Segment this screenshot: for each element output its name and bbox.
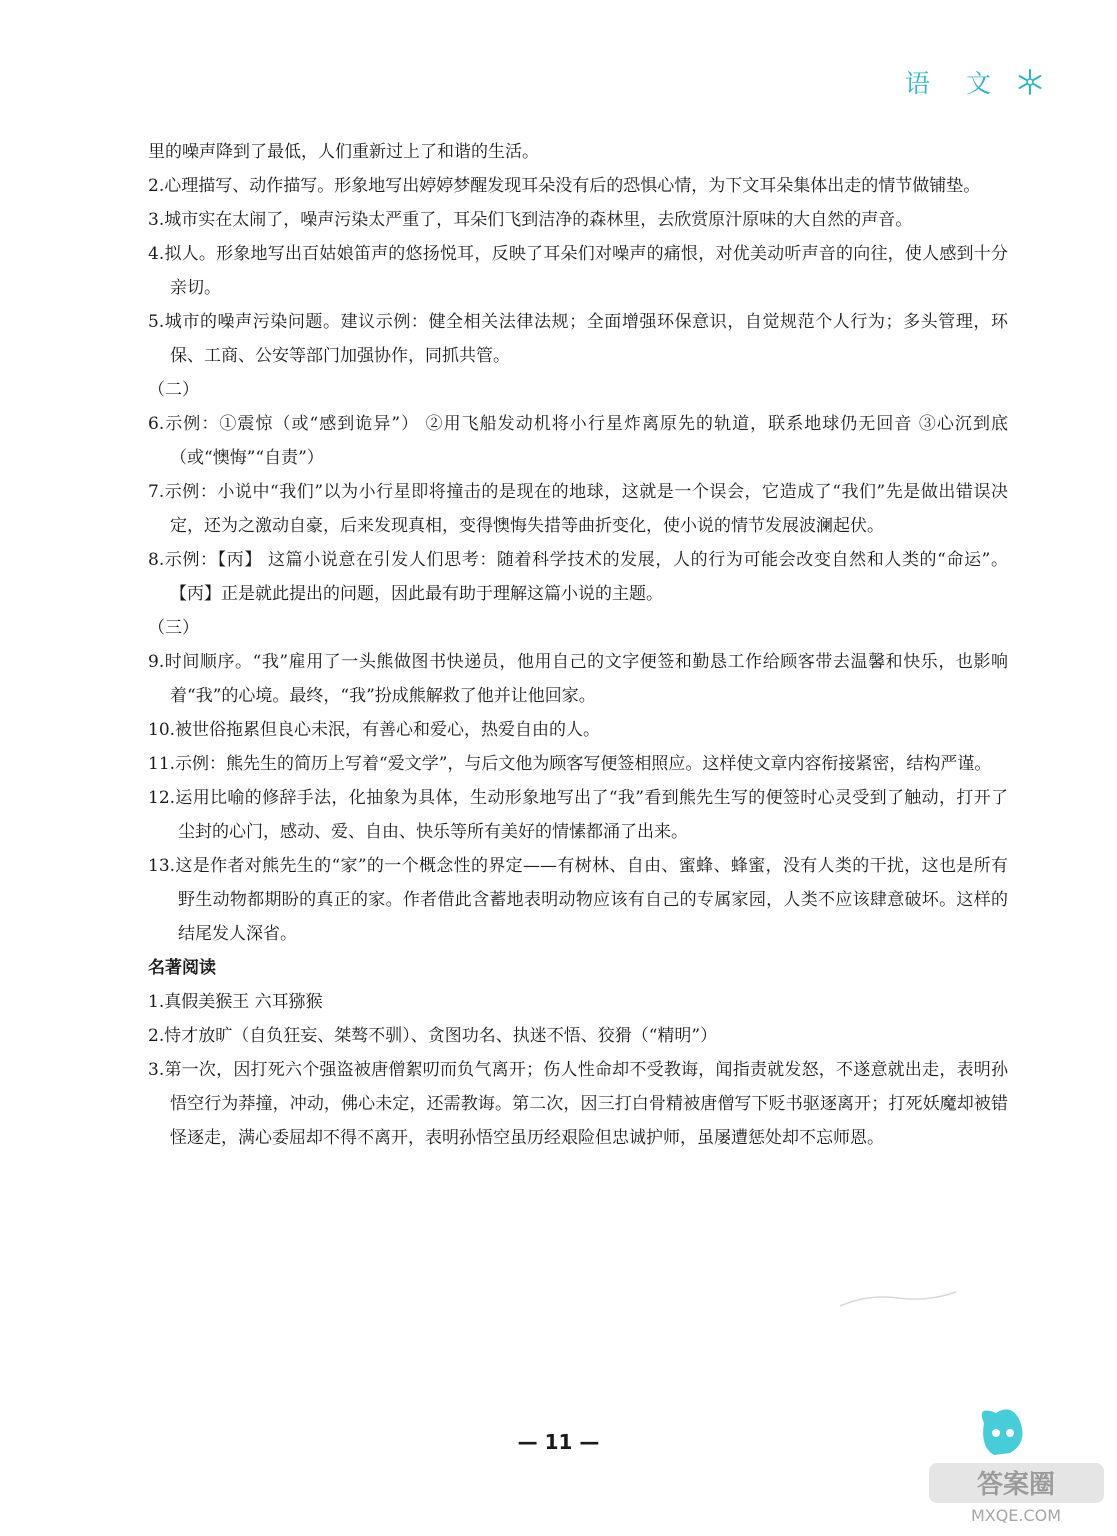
classic-reading-heading: 名著阅读 (148, 958, 216, 978)
answer-10: 10.被世俗拖累但良心未泯，有善心和爱心，热爱自由的人。 (148, 720, 601, 740)
answer-13: 13.这是作者对熊先生的“家”的一个概念性的界定——有树林、自由、蜜蜂、蜂蜜，没有人类的干扰，这也是所有野生动物都期盼的真正的家。作者借此含蓄地表明动物应该有自己的专属家园，人类不应该肆意破坏。这样的结尾发人深省。 (148, 856, 1008, 944)
answer-4: 4.拟人。形象地写出百姑娘笛声的悠扬悦耳，反映了耳朵们对噪声的痛恨，对优美动听声音的向往，使人感到十分亲切。 (148, 244, 1008, 298)
answer-12: 12.运用比喻的修辞手法，化抽象为具体，生动形象地写出了“我”看到熊先生写的便签时心灵受到了触动，打开了尘封的心门，感动、爱、自由、快乐等所有美好的情愫都涌了出来。 (148, 788, 1008, 842)
answer-5: 5.城市的噪声污染问题。建议示例：健全相关法律法规；全面增强环保意识，自觉规范个人行为；多头管理，环保、工商、公安等部门加强协作，同抓共管。 (148, 312, 1008, 366)
answer-2: 2.心理描写、动作描写。形象地写出婷婷梦醒发现耳朵没有后的恐惧心情，为下文耳朵集体出走的情节做铺垫。 (148, 176, 981, 196)
reading-answer-2: 2.恃才放旷（自负狂妄、桀骜不驯）、贪图功名、执迷不悟、狡猾（“精明”） (148, 1026, 718, 1046)
answer-7: 7.示例：小说中“我们”以为小行星即将撞击的是现在的地球，这就是一个误会，它造成了“我们”先是做出错误决定，还为之激动自豪，后来发现真相，变得懊悔失措等曲折变化，使小说的情节发展波澜起伏。 (148, 482, 1008, 536)
page-header (905, 64, 1045, 100)
section-two-label: （二） (148, 380, 199, 400)
snowflake-icon (1015, 67, 1045, 97)
answer-11: 11.示例：熊先生的简历上写着“爱文学”，与后文他为顾客写便签相照应。这样使文章内容衔接紧密，结构严谨。 (148, 754, 992, 774)
reading-answer-3: 3.第一次，因打死六个强盗被唐僧絮叨而负气离开；伤人性命却不受教诲，闻指责就发怒，不遂意就出走，表明孙悟空行为莽撞，冲动，佛心未定，还需教诲。第二次，因三打白骨精被唐僧写下贬书驱逐离开；打死妖魔却被错怪逐走，满心委屈却不得不离开，表明孙悟空虽历经艰险但忠诚护师，虽屡遭惩处却不忘师恩。 (148, 1060, 1008, 1148)
answer-9: 9.时间顺序。“我”雇用了一头熊做图书快递员，他用自己的文字便签和勤恳工作给顾客带去温馨和快乐，也影响着“我”的心境。最终，“我”扮成熊解救了他并让他回家。 (148, 652, 1008, 706)
page-number: — 11 — (517, 1430, 600, 1454)
reading-answer-1: 1.真假美猴王 六耳猕猴 (148, 992, 323, 1012)
watermark-logo (924, 1403, 1109, 1528)
section-three-label: （三） (148, 618, 199, 638)
answer-content (148, 135, 1008, 1155)
answer-8: 8.示例：【丙】 这篇小说意在引发人们思考：随着科学技术的发展，人的行为可能会改变自然和人类的“命运”。【丙】正是就此提出的问题，因此最有助于理解这篇小说的主题。 (148, 550, 1008, 604)
svg-text:答案圈: 答案圈 (976, 1470, 1056, 1500)
answer-paragraph-1: 里的噪声降到了最低，人们重新过上了和谐的生活。 (148, 142, 539, 162)
answer-6: 6.示例：①震惊（或“感到诡异”） ②用飞船发动机将小行星炸离原先的轨道，联系地球仍无回音 ③心沉到底（或“懊悔”“自责”） (148, 414, 1008, 468)
svg-text:MXQE.COM: MXQE.COM (970, 1506, 1062, 1525)
answer-3: 3.城市实在太闹了，噪声污染太严重了，耳朵们飞到洁净的森林里，去欣赏原汁原味的大自然的声音。 (148, 210, 913, 230)
scan-smudge (838, 1290, 958, 1310)
subject-title: 语 文 (905, 69, 1005, 98)
